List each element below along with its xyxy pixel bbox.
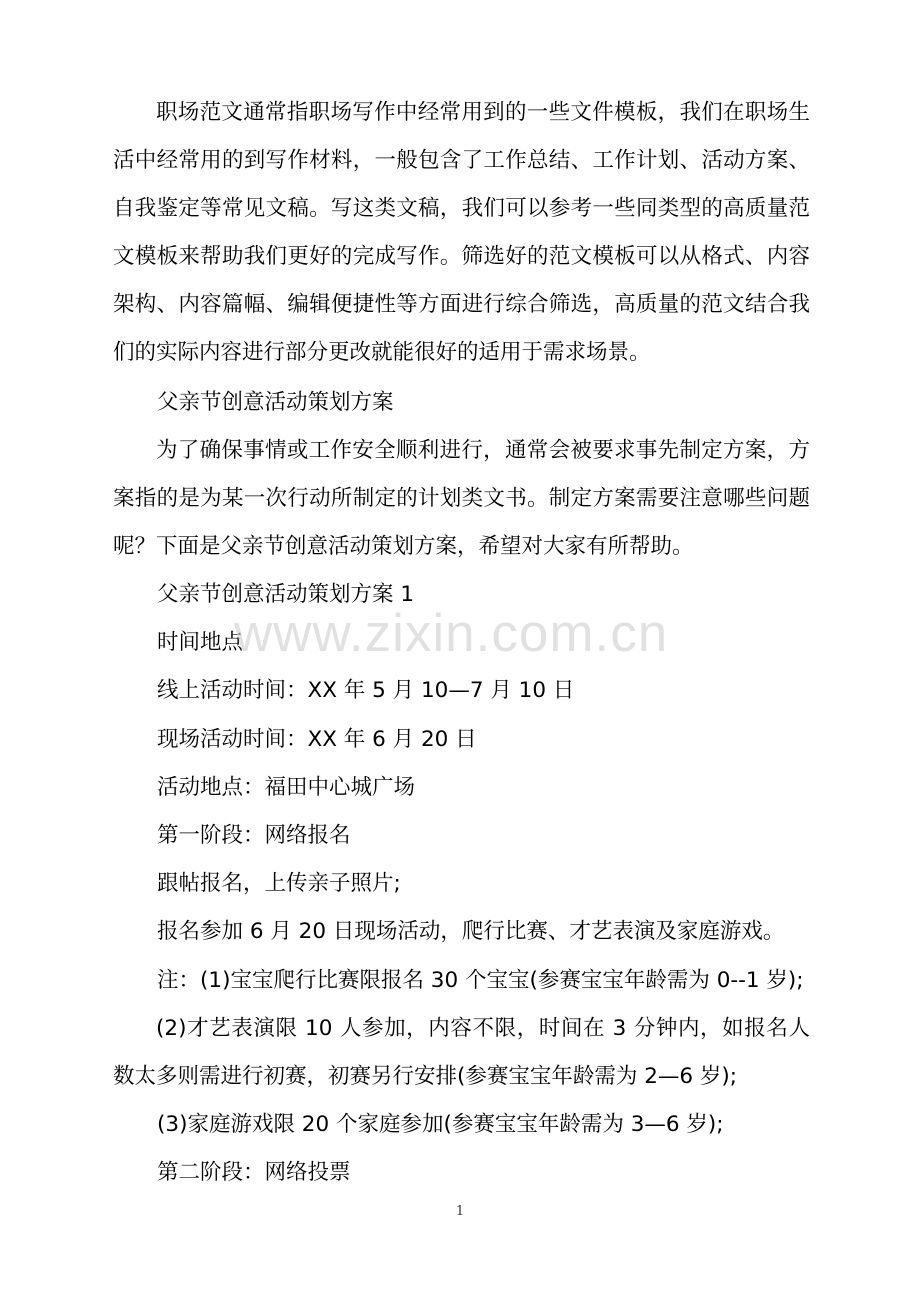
onsite-time-line: 现场活动时间：XX 年 6 月 20 日 <box>157 727 477 752</box>
stage2-heading: 第二阶段：网络投票 <box>157 1160 351 1185</box>
online-time-line: 线上活动时间：XX 年 5 月 10—7 月 10 日 <box>157 678 575 703</box>
page-number: 1 <box>455 1204 465 1219</box>
lead-paragraph: 为了确保事情或工作安全顺利进行，通常会被要求事先制定方案，方案指的是为某一次行动所制定的计划类文书。制定方案需要注意哪些问题呢？下面是父亲节创意活动策划方案，希望对大家有所帮助。 <box>113 438 810 559</box>
note3-line: (3)家庭游戏限 20 个家庭参加(参赛宝宝年龄需为 3—6 岁); <box>157 1112 724 1137</box>
stage1-step-line: 跟帖报名，上传亲子照片; <box>157 871 401 896</box>
stage1-signup-line: 报名参加 6 月 20 日现场活动，爬行比赛、才艺表演及家庭游戏。 <box>157 919 785 944</box>
time-place-heading: 时间地点 <box>157 630 244 655</box>
location-line: 活动地点：福田中心城广场 <box>157 775 416 800</box>
document-title: 父亲节创意活动策划方案 <box>157 390 394 415</box>
note1-line: 注：(1)宝宝爬行比赛限报名 30 个宝宝(参赛宝宝年龄需为 0--1 岁); <box>157 968 804 993</box>
watermark-text: www.zixin.com.cn <box>234 604 669 663</box>
note2-paragraph: (2)才艺表演限 10 人参加，内容不限，时间在 3 分钟内，如报名人数太多则需进行初赛，初赛另行安排(参赛宝宝年龄需为 2—6 岁); <box>113 1016 810 1089</box>
section-title: 父亲节创意活动策划方案 1 <box>157 582 415 607</box>
stage1-heading: 第一阶段：网络报名 <box>157 823 351 848</box>
intro-paragraph: 职场范文通常指职场写作中经常用到的一些文件模板，我们在职场生活中经常用的到写作材料，一般包含了工作总结、工作计划、活动方案、自我鉴定等常见文稿。写这类文稿，我们可以参考一些同类型的高质量范文模板来帮助我们更好的完成写作。筛选好的范文模板可以从格式、内容架构、内容篇幅、编辑便捷性等方面进行综合筛选，高质量的范文结合我们的实际内容进行部分更改就能很好的适用于需求场景。 <box>113 100 810 365</box>
